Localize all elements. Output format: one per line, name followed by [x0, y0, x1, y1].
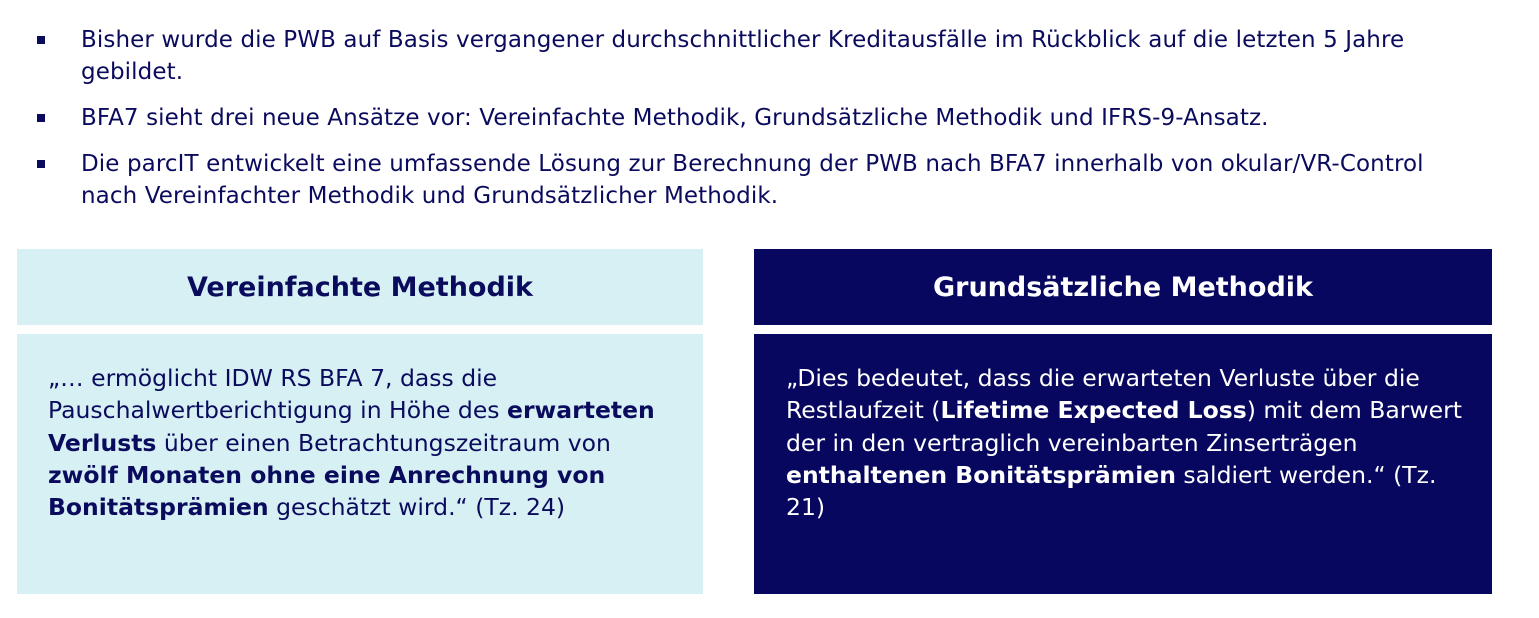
fundamental-method-quote: [786, 362, 1476, 523]
quote-text: saldiert werden.“ (Tz. 21): [786, 460, 1437, 522]
bullet-text: Die parcIT entwickelt eine umfassende Lösung zur Berechnung der PWB nach BFA7 innerhalb von okular/VR-Control nach Vereinfachter Methodik und Grundsätzlicher Methodik.: [81, 151, 1424, 209]
bullet-item: [34, 102, 1454, 134]
quote-bold: zwölf Monaten ohne eine Anrechnung von Bonitätsprämien: [48, 460, 606, 522]
quote-bold: erwarteten Verlusts: [48, 396, 655, 457]
quote-text: „… ermöglicht IDW RS BFA 7, dass die Pauschalwertberichtigung in Höhe des: [48, 364, 508, 425]
quote-text: über einen Betrachtungszeitraum von: [156, 428, 611, 457]
bullet-text: Bisher wurde die PWB auf Basis vergangener durchschnittlicher Kreditausfälle im Rückblick auf die letzten 5 Jahre gebildet.: [81, 27, 1405, 85]
quote-text: „Dies bedeutet, dass die erwarteten Verluste über die Restlaufzeit (: [786, 364, 1420, 425]
quote-bold: Lifetime Expected Loss: [940, 396, 1247, 425]
quote-text: ) mit dem Barwert der in den vertraglich vereinbarten Zinserträgen: [786, 396, 1462, 457]
bullet-list: [34, 24, 1454, 226]
fundamental-method-header: [754, 249, 1492, 325]
square-bullet-icon: [37, 160, 45, 168]
bullet-item: [34, 148, 1454, 212]
quote-text: geschätzt wird.“ (Tz. 24): [268, 493, 566, 522]
bullet-item: [34, 24, 1454, 88]
square-bullet-icon: [37, 36, 45, 44]
simplified-method-box: [17, 334, 703, 594]
quote-bold: enthaltenen Bonitätsprämien: [786, 460, 1176, 489]
simplified-method-quote: [48, 362, 688, 523]
square-bullet-icon: [37, 114, 45, 122]
fundamental-method-title: Grundsätzliche Methodik: [932, 271, 1313, 303]
fundamental-method-box: [754, 334, 1492, 594]
simplified-method-title: Vereinfachte Methodik: [186, 271, 534, 303]
bullet-text: BFA7 sieht drei neue Ansätze vor: Vereinfachte Methodik, Grundsätzliche Methodik und IFRS-9-Ansatz.: [81, 105, 1269, 131]
simplified-method-header: [17, 249, 703, 325]
